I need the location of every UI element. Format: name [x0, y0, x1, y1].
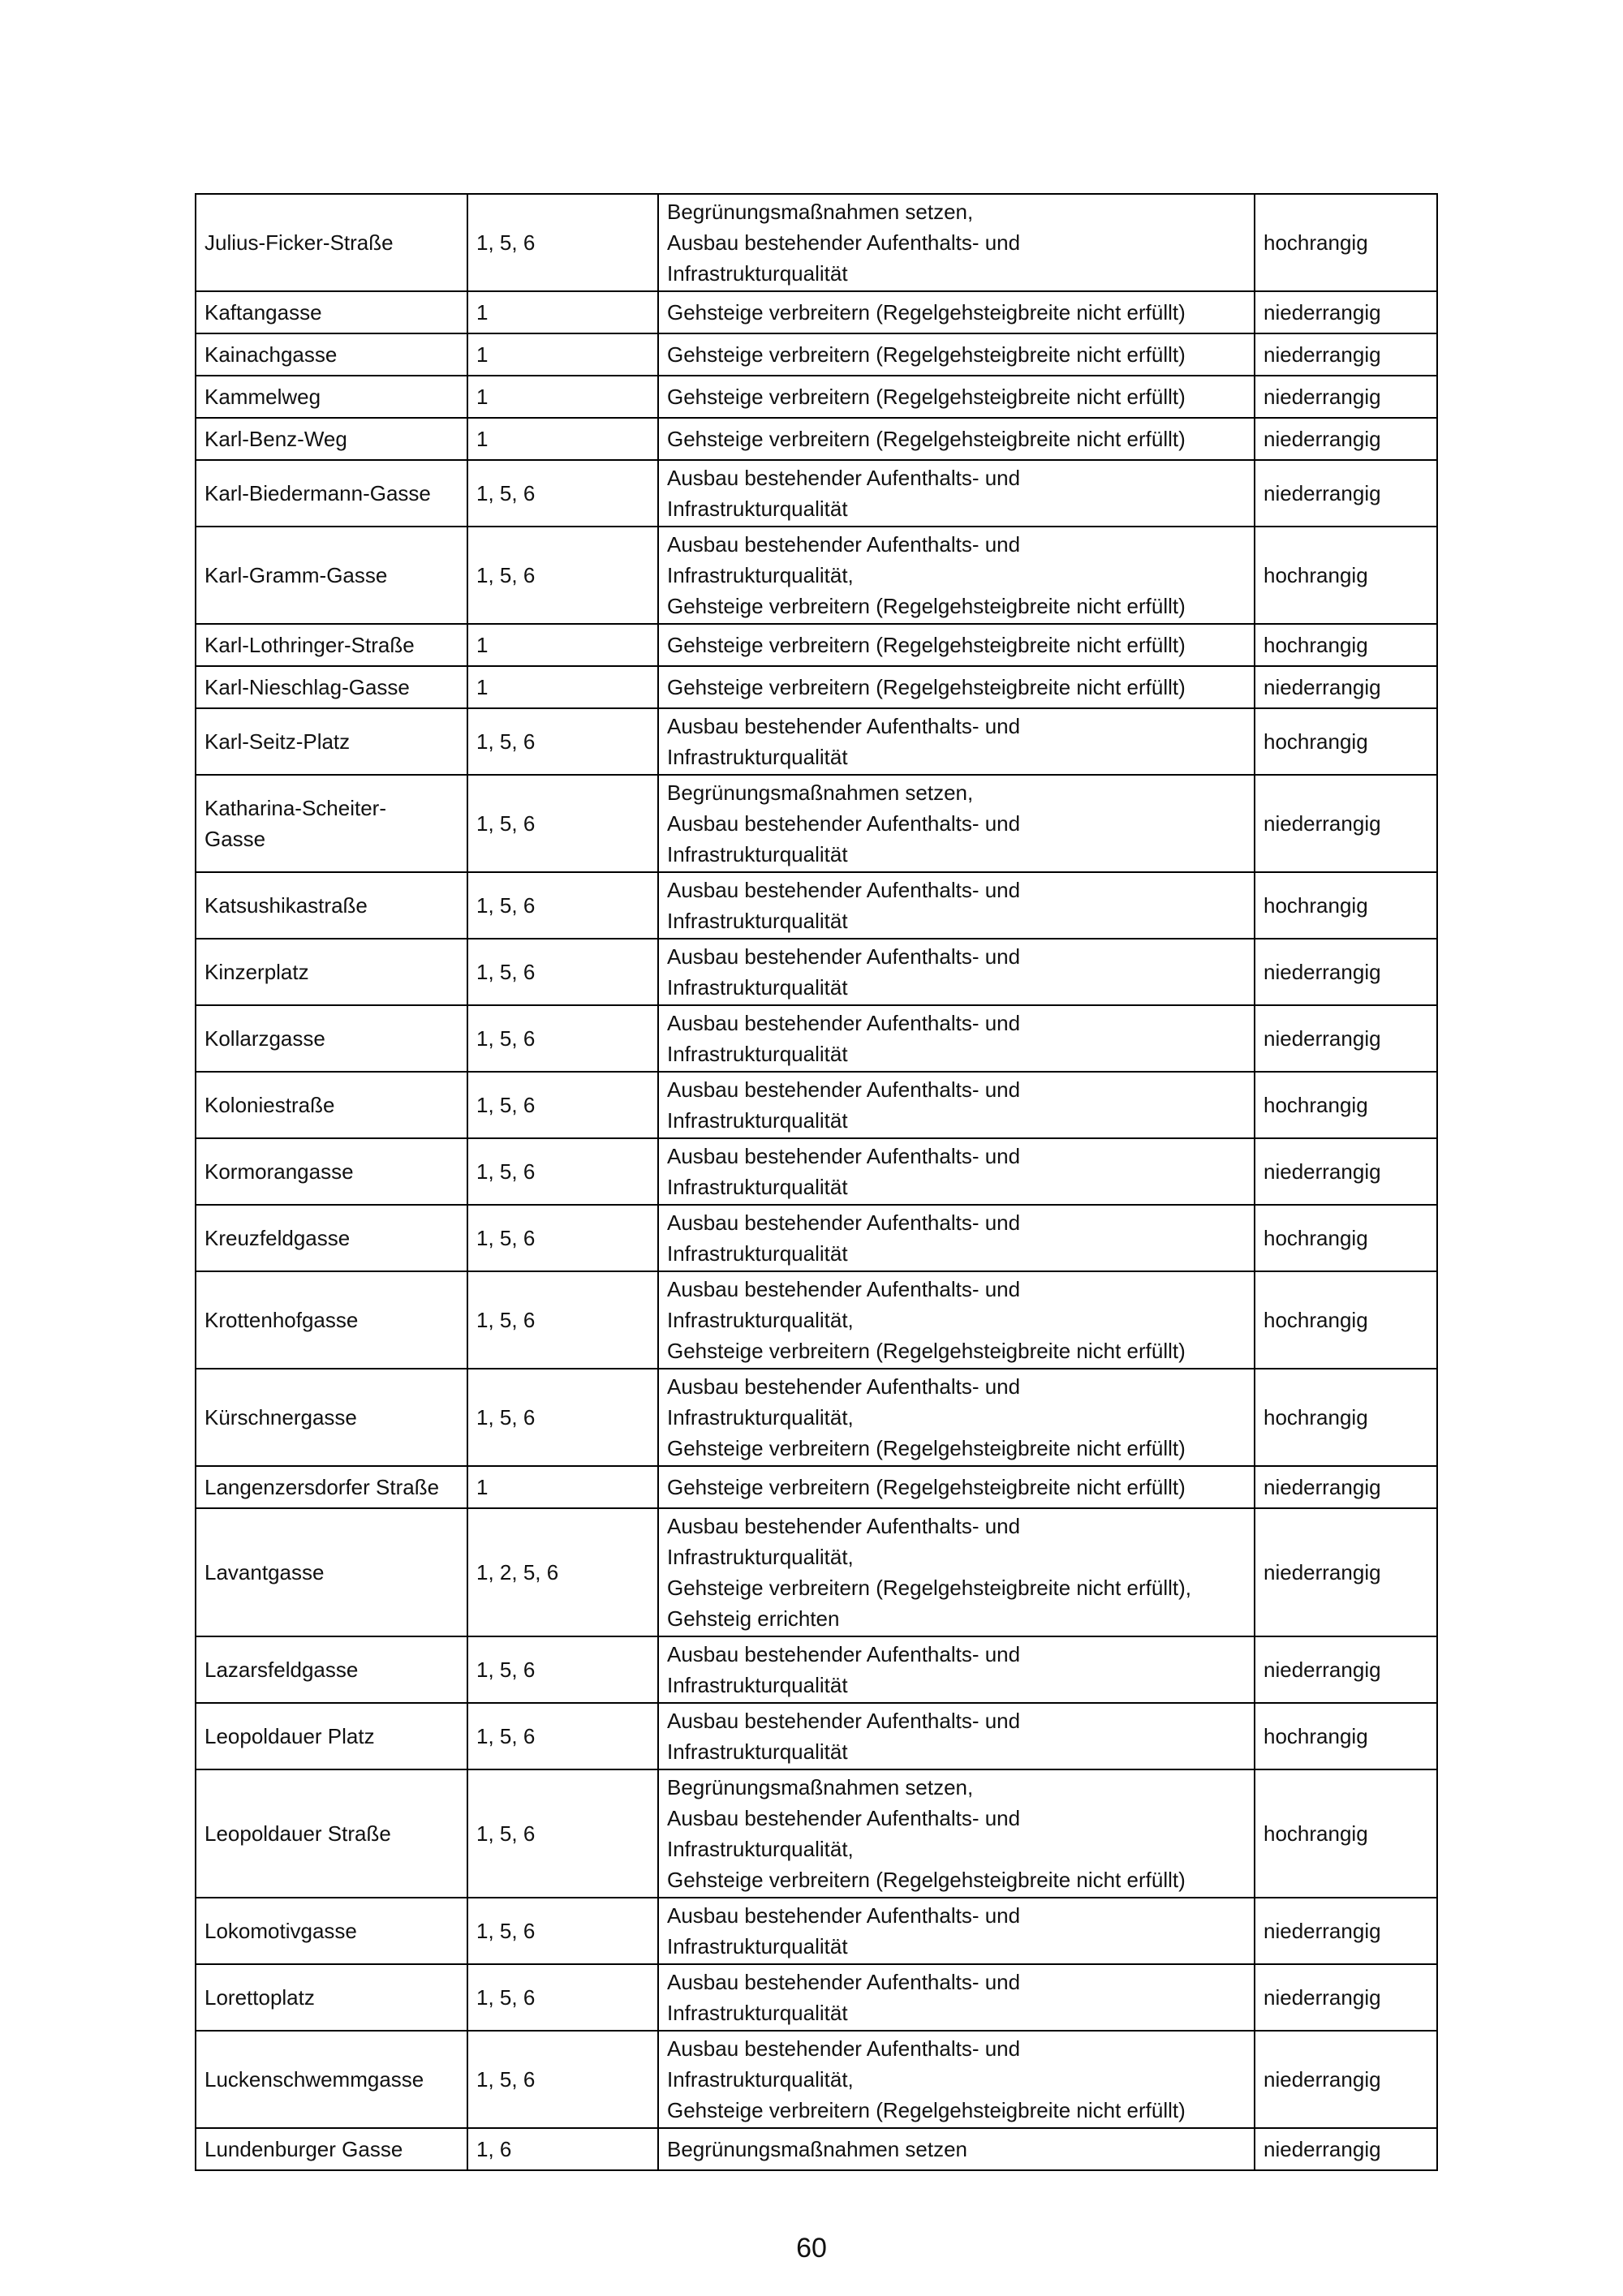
street-name-cell: Karl-Gramm-Gasse: [196, 527, 467, 624]
table-row: [196, 2031, 1437, 2128]
street-name-cell: Kainachgasse: [196, 333, 467, 376]
street-name-cell: Karl-Lothringer-Straße: [196, 624, 467, 666]
table-row: [196, 2128, 1437, 2170]
table-row: [196, 1369, 1437, 1466]
codes-cell: 1, 2, 5, 6: [467, 1508, 658, 1636]
table-row: [196, 708, 1437, 775]
street-name-cell: Karl-Nieschlag-Gasse: [196, 666, 467, 708]
measures-cell: Gehsteige verbreitern (Regelgehsteigbreite nicht erfüllt): [658, 376, 1255, 418]
codes-cell: 1: [467, 333, 658, 376]
measures-cell: Gehsteige verbreitern (Regelgehsteigbreite nicht erfüllt): [658, 624, 1255, 666]
codes-cell: 1, 5, 6: [467, 2031, 658, 2128]
street-name-cell: Karl-Biedermann-Gasse: [196, 460, 467, 527]
codes-cell: 1: [467, 418, 658, 460]
table-row: [196, 1964, 1437, 2031]
measures-cell: Ausbau bestehender Aufenthalts- und Infrastrukturqualität, Gehsteige verbreitern (Regelgehsteigbreite nicht erfüllt): [658, 1271, 1255, 1369]
table-row: [196, 1005, 1437, 1072]
codes-cell: 1, 5, 6: [467, 775, 658, 872]
measures-cell: Ausbau bestehender Aufenthalts- und Infrastrukturqualität, Gehsteige verbreitern (Regelgehsteigbreite nicht erfüllt), Gehsteig errichten: [658, 1508, 1255, 1636]
street-name-cell: Lazarsfeldgasse: [196, 1636, 467, 1703]
table-row: [196, 1138, 1437, 1205]
table-row: [196, 1769, 1437, 1898]
table-row: [196, 872, 1437, 939]
measures-cell: Gehsteige verbreitern (Regelgehsteigbreite nicht erfüllt): [658, 333, 1255, 376]
street-name-cell: Lundenburger Gasse: [196, 2128, 467, 2170]
rank-cell: niederrangig: [1255, 1466, 1437, 1508]
rank-cell: hochrangig: [1255, 1072, 1437, 1138]
measures-cell: Ausbau bestehender Aufenthalts- und Infrastrukturqualität: [658, 1138, 1255, 1205]
measures-cell: Begrünungsmaßnahmen setzen, Ausbau bestehender Aufenthalts- und Infrastrukturqualität, Gehsteige verbreitern (Regelgehsteigbreite nicht erfüllt): [658, 1769, 1255, 1898]
rank-cell: niederrangig: [1255, 1138, 1437, 1205]
measures-cell: Gehsteige verbreitern (Regelgehsteigbreite nicht erfüllt): [658, 666, 1255, 708]
codes-cell: 1, 5, 6: [467, 527, 658, 624]
codes-cell: 1, 5, 6: [467, 1964, 658, 2031]
measures-cell: Ausbau bestehender Aufenthalts- und Infrastrukturqualität: [658, 872, 1255, 939]
table-body: [196, 194, 1437, 2170]
measures-cell: Ausbau bestehender Aufenthalts- und Infrastrukturqualität: [658, 1072, 1255, 1138]
codes-cell: 1: [467, 1466, 658, 1508]
codes-cell: 1: [467, 376, 658, 418]
codes-cell: 1, 6: [467, 2128, 658, 2170]
table-row: [196, 1898, 1437, 1964]
street-name-cell: Kormorangasse: [196, 1138, 467, 1205]
street-name-cell: Kaftangasse: [196, 291, 467, 333]
measures-cell: Ausbau bestehender Aufenthalts- und Infrastrukturqualität: [658, 708, 1255, 775]
street-name-cell: Langenzersdorfer Straße: [196, 1466, 467, 1508]
codes-cell: 1: [467, 624, 658, 666]
rank-cell: niederrangig: [1255, 333, 1437, 376]
codes-cell: 1, 5, 6: [467, 1271, 658, 1369]
measures-cell: Ausbau bestehender Aufenthalts- und Infrastrukturqualität: [658, 1005, 1255, 1072]
street-name-cell: Lavantgasse: [196, 1508, 467, 1636]
rank-cell: niederrangig: [1255, 939, 1437, 1005]
table-row: [196, 666, 1437, 708]
table-row: [196, 1508, 1437, 1636]
street-name-cell: Karl-Seitz-Platz: [196, 708, 467, 775]
rank-cell: hochrangig: [1255, 872, 1437, 939]
street-name-cell: Lorettoplatz: [196, 1964, 467, 2031]
measures-cell: Gehsteige verbreitern (Regelgehsteigbreite nicht erfüllt): [658, 418, 1255, 460]
street-name-cell: Kreuzfeldgasse: [196, 1205, 467, 1271]
street-name-cell: Kinzerplatz: [196, 939, 467, 1005]
rank-cell: hochrangig: [1255, 194, 1437, 291]
rank-cell: niederrangig: [1255, 1636, 1437, 1703]
rank-cell: niederrangig: [1255, 666, 1437, 708]
rank-cell: niederrangig: [1255, 460, 1437, 527]
measures-cell: Begrünungsmaßnahmen setzen, Ausbau bestehender Aufenthalts- und Infrastrukturqualität: [658, 775, 1255, 872]
rank-cell: hochrangig: [1255, 1769, 1437, 1898]
street-name-cell: Luckenschwemmgasse: [196, 2031, 467, 2128]
rank-cell: niederrangig: [1255, 1964, 1437, 2031]
street-name-cell: Leopoldauer Straße: [196, 1769, 467, 1898]
street-name-cell: Katsushikastraße: [196, 872, 467, 939]
street-name-cell: Kürschnergasse: [196, 1369, 467, 1466]
codes-cell: 1, 5, 6: [467, 1138, 658, 1205]
codes-cell: 1, 5, 6: [467, 939, 658, 1005]
street-measures-table: [195, 193, 1438, 2171]
rank-cell: hochrangig: [1255, 1369, 1437, 1466]
rank-cell: niederrangig: [1255, 291, 1437, 333]
codes-cell: 1, 5, 6: [467, 708, 658, 775]
measures-cell: Ausbau bestehender Aufenthalts- und Infrastrukturqualität: [658, 1703, 1255, 1769]
measures-cell: Ausbau bestehender Aufenthalts- und Infrastrukturqualität, Gehsteige verbreitern (Regelgehsteigbreite nicht erfüllt): [658, 527, 1255, 624]
table-row: [196, 333, 1437, 376]
codes-cell: 1, 5, 6: [467, 460, 658, 527]
street-name-cell: Katharina-Scheiter- Gasse: [196, 775, 467, 872]
rank-cell: hochrangig: [1255, 1271, 1437, 1369]
table-row: [196, 1636, 1437, 1703]
street-name-cell: Koloniestraße: [196, 1072, 467, 1138]
table-row: [196, 624, 1437, 666]
measures-cell: Ausbau bestehender Aufenthalts- und Infrastrukturqualität: [658, 1205, 1255, 1271]
table-row: [196, 1205, 1437, 1271]
rank-cell: niederrangig: [1255, 1005, 1437, 1072]
rank-cell: niederrangig: [1255, 2031, 1437, 2128]
street-name-cell: Kammelweg: [196, 376, 467, 418]
table-row: [196, 1703, 1437, 1769]
measures-cell: Ausbau bestehender Aufenthalts- und Infrastrukturqualität: [658, 1964, 1255, 2031]
codes-cell: 1: [467, 666, 658, 708]
rank-cell: niederrangig: [1255, 1898, 1437, 1964]
codes-cell: 1, 5, 6: [467, 194, 658, 291]
table-row: [196, 194, 1437, 291]
measures-cell: Begrünungsmaßnahmen setzen: [658, 2128, 1255, 2170]
table-row: [196, 775, 1437, 872]
rank-cell: niederrangig: [1255, 376, 1437, 418]
table-row: [196, 1072, 1437, 1138]
rank-cell: niederrangig: [1255, 418, 1437, 460]
rank-cell: hochrangig: [1255, 708, 1437, 775]
street-name-cell: Julius-Ficker-Straße: [196, 194, 467, 291]
table-row: [196, 460, 1437, 527]
measures-cell: Ausbau bestehender Aufenthalts- und Infrastrukturqualität: [658, 460, 1255, 527]
table-row: [196, 376, 1437, 418]
rank-cell: hochrangig: [1255, 1205, 1437, 1271]
codes-cell: 1, 5, 6: [467, 872, 658, 939]
measures-cell: Ausbau bestehender Aufenthalts- und Infrastrukturqualität: [658, 1898, 1255, 1964]
rank-cell: niederrangig: [1255, 775, 1437, 872]
codes-cell: 1, 5, 6: [467, 1205, 658, 1271]
rank-cell: hochrangig: [1255, 624, 1437, 666]
street-name-cell: Leopoldauer Platz: [196, 1703, 467, 1769]
table-row: [196, 527, 1437, 624]
table-row: [196, 939, 1437, 1005]
street-name-cell: Karl-Benz-Weg: [196, 418, 467, 460]
street-name-cell: Lokomotivgasse: [196, 1898, 467, 1964]
table-row: [196, 1466, 1437, 1508]
measures-cell: Gehsteige verbreitern (Regelgehsteigbreite nicht erfüllt): [658, 1466, 1255, 1508]
measures-cell: Ausbau bestehender Aufenthalts- und Infrastrukturqualität, Gehsteige verbreitern (Regelgehsteigbreite nicht erfüllt): [658, 2031, 1255, 2128]
street-name-cell: Krottenhofgasse: [196, 1271, 467, 1369]
measures-cell: Ausbau bestehender Aufenthalts- und Infrastrukturqualität: [658, 1636, 1255, 1703]
codes-cell: 1, 5, 6: [467, 1072, 658, 1138]
codes-cell: 1, 5, 6: [467, 1769, 658, 1898]
codes-cell: 1, 5, 6: [467, 1369, 658, 1466]
codes-cell: 1, 5, 6: [467, 1898, 658, 1964]
codes-cell: 1, 5, 6: [467, 1636, 658, 1703]
codes-cell: 1: [467, 291, 658, 333]
page-number: 60: [796, 2233, 827, 2264]
street-name-cell: Kollarzgasse: [196, 1005, 467, 1072]
codes-cell: 1, 5, 6: [467, 1005, 658, 1072]
measures-cell: Ausbau bestehender Aufenthalts- und Infrastrukturqualität, Gehsteige verbreitern (Regelgehsteigbreite nicht erfüllt): [658, 1369, 1255, 1466]
measures-cell: Gehsteige verbreitern (Regelgehsteigbreite nicht erfüllt): [658, 291, 1255, 333]
measures-cell: Begrünungsmaßnahmen setzen, Ausbau bestehender Aufenthalts- und Infrastrukturqualität: [658, 194, 1255, 291]
rank-cell: hochrangig: [1255, 1703, 1437, 1769]
codes-cell: 1, 5, 6: [467, 1703, 658, 1769]
rank-cell: niederrangig: [1255, 2128, 1437, 2170]
rank-cell: niederrangig: [1255, 1508, 1437, 1636]
table-row: [196, 291, 1437, 333]
rank-cell: hochrangig: [1255, 527, 1437, 624]
measures-cell: Ausbau bestehender Aufenthalts- und Infrastrukturqualität: [658, 939, 1255, 1005]
table-row: [196, 418, 1437, 460]
table-row: [196, 1271, 1437, 1369]
